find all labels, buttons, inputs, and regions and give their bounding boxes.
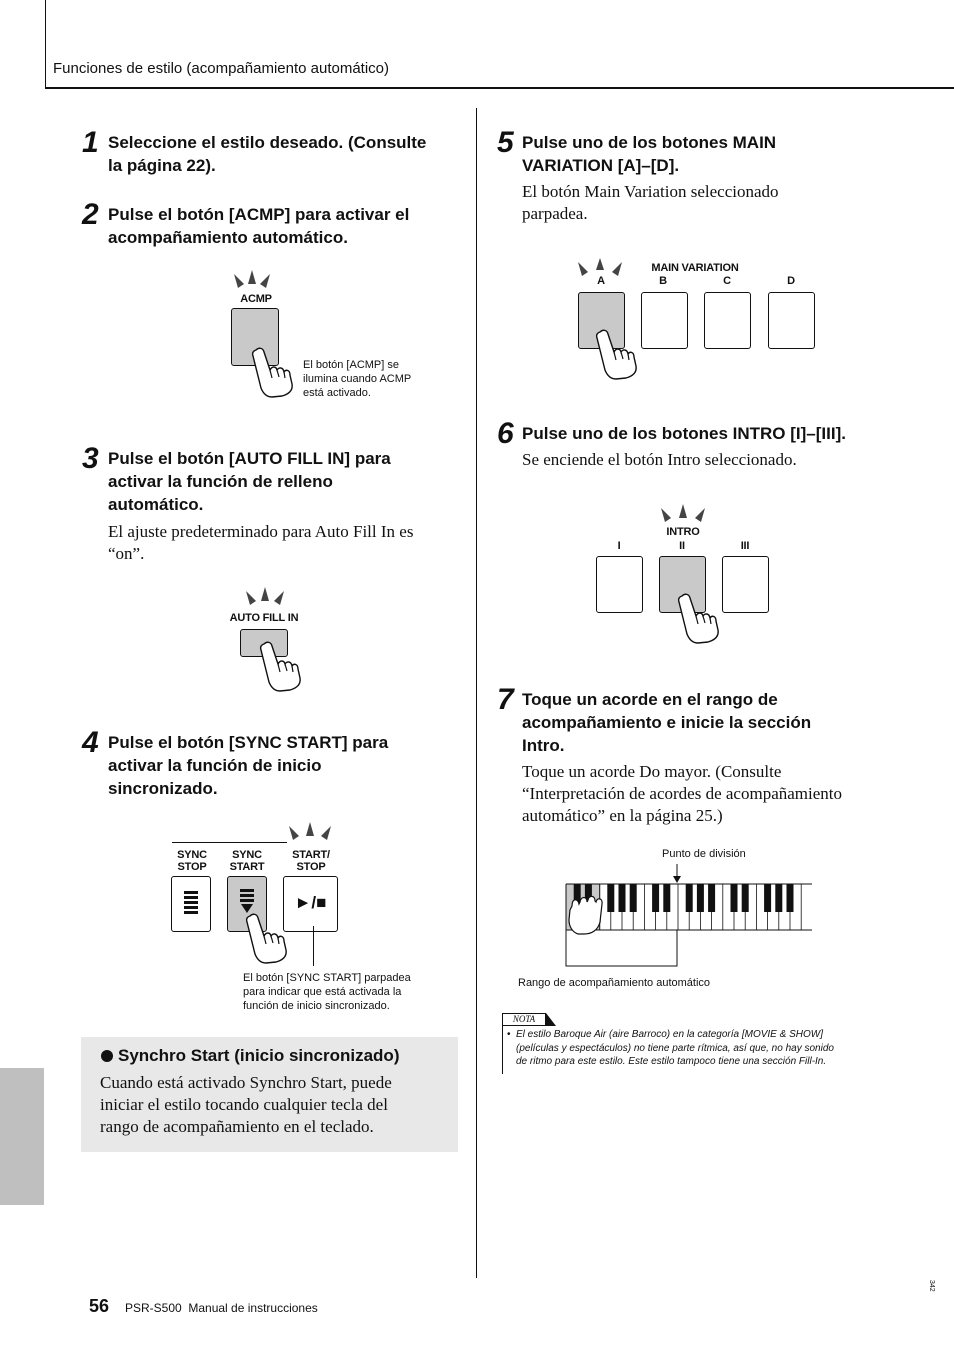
section-title: Funciones de estilo (acompañamiento automático) <box>53 60 390 77</box>
intro-i-button[interactable] <box>596 556 643 613</box>
black-key <box>686 884 693 912</box>
step-number: 4 <box>82 726 99 759</box>
accompaniment-range-label: Rango de acompañamiento automático <box>518 977 711 989</box>
nota-tag: NOTA <box>502 1013 546 1026</box>
black-key <box>787 884 794 912</box>
sync-group-rule <box>172 842 287 843</box>
manual-title: PSR-S500 Manual de instrucciones <box>125 1301 318 1315</box>
page-number: 56 <box>89 1296 110 1316</box>
step-title: Seleccione el estilo deseado. (Consulte la página 22). <box>108 133 427 175</box>
side-tab <box>0 1068 44 1205</box>
synchro-start-body: Cuando está activado Synchro Start, puede iniciar el estilo tocando cualquier tecla del rango de acompañamiento en el teclado. <box>100 1073 392 1136</box>
black-key <box>652 884 659 912</box>
black-key <box>630 884 637 912</box>
step-body: Se enciende el botón Intro seleccionado. <box>522 450 797 469</box>
step-number: 5 <box>497 126 514 159</box>
step-number: 1 <box>82 126 99 159</box>
black-key <box>619 884 626 912</box>
step-title: Pulse uno de los botones INTRO [I]–[III]. <box>522 424 846 443</box>
black-key <box>663 884 670 912</box>
intro-i-label: I <box>617 540 621 552</box>
step-number: 3 <box>82 442 99 475</box>
acmp-caption: El botón [ACMP] se ilumina cuando ACMP está activado. <box>303 359 412 399</box>
step-body: El botón Main Variation seleccionado parpadea. <box>522 182 779 223</box>
split-point-label: Punto de división <box>662 848 746 860</box>
intro-iii-button[interactable] <box>722 556 769 613</box>
auto-fill-in-label: AUTO FILL IN <box>229 612 299 624</box>
side-code: 342 <box>928 1280 935 1292</box>
intro-label: INTRO <box>666 526 700 538</box>
step-number: 2 <box>82 198 99 231</box>
black-key <box>708 884 715 912</box>
variation-b-label: B <box>659 275 667 287</box>
synchro-start-title: Synchro Start (inicio sincronizado) <box>118 1046 400 1065</box>
pointing-hand-icon <box>244 912 294 964</box>
pointing-hand-icon <box>676 592 726 644</box>
variation-d-button[interactable] <box>768 292 815 349</box>
callout-line <box>313 926 314 966</box>
stop-bars-icon <box>184 891 198 915</box>
blink-rays-icon <box>228 268 276 294</box>
step-title: Pulse el botón [SYNC START] para activar la función de inicio sincronizado. <box>108 733 389 798</box>
start-stop-label: START/ STOP <box>292 849 330 873</box>
header-left-rule <box>45 0 46 88</box>
step-title: Pulse el botón [AUTO FILL IN] para activar la función de relleno automático. <box>108 449 391 514</box>
keyboard-diagram <box>560 862 816 972</box>
acmp-label: ACMP <box>240 293 272 305</box>
blink-rays-icon <box>655 502 711 528</box>
black-key <box>607 884 614 912</box>
black-key <box>742 884 749 912</box>
intro-iii-label: III <box>740 540 750 552</box>
play-stop-symbol: ►/■ <box>294 893 327 912</box>
step-title: Toque un acorde en el rango de acompañamiento e inicie la sección Intro. <box>522 690 812 755</box>
black-key <box>764 884 771 912</box>
blink-rays-icon <box>240 585 290 611</box>
step-body: El ajuste predeterminado para Auto Fill In es “on”. <box>108 522 414 563</box>
step-body: Toque un acorde Do mayor. (Consulte “Interpretación de acordes de acompañamiento automático” en la página 25.) <box>522 762 843 825</box>
pointing-hand-icon <box>250 346 300 398</box>
black-key <box>731 884 738 912</box>
main-variation-label: MAIN VARIATION <box>651 262 739 274</box>
intro-ii-label: II <box>679 540 685 552</box>
nota-bullet: • <box>507 1029 511 1040</box>
pointing-hand-icon <box>594 328 644 380</box>
pointing-hand-icon <box>258 640 308 692</box>
step-number: 6 <box>497 417 514 450</box>
step-title: Pulse el botón [ACMP] para activar el acompañamiento automático. <box>108 205 410 247</box>
sync-start-label: SYNC START <box>229 849 265 873</box>
column-divider <box>476 108 477 1278</box>
sync-start-caption: El botón [SYNC START] parpadea para indicar que está activada la función de inicio sincronizado. <box>243 972 411 1012</box>
nota-corner-icon <box>546 1013 556 1026</box>
nota-rule <box>502 1026 503 1074</box>
synchro-bullet-icon <box>101 1050 113 1062</box>
nota-text: El estilo Baroque Air (aire Barroco) en la categoría [MOVIE & SHOW] (películas y espectáculos) no tiene parte rítmica, así que, no hay sonido de ritmo para este estilo. Este estilo tampoco tiene una sección Fill-In. <box>516 1029 834 1067</box>
step-title: Pulse uno de los botones MAIN VARIATION [A]–[D]. <box>522 133 777 175</box>
variation-b-button[interactable] <box>641 292 688 349</box>
blink-rays-icon <box>283 820 337 846</box>
header-bottom-rule <box>45 87 954 89</box>
variation-c-label: C <box>723 275 731 287</box>
step-number: 7 <box>497 683 514 716</box>
variation-a-label: A <box>597 275 605 287</box>
variation-c-button[interactable] <box>704 292 751 349</box>
variation-d-label: D <box>787 275 795 287</box>
black-key <box>775 884 782 912</box>
black-key <box>697 884 704 912</box>
sync-stop-label: SYNC STOP <box>177 849 207 873</box>
